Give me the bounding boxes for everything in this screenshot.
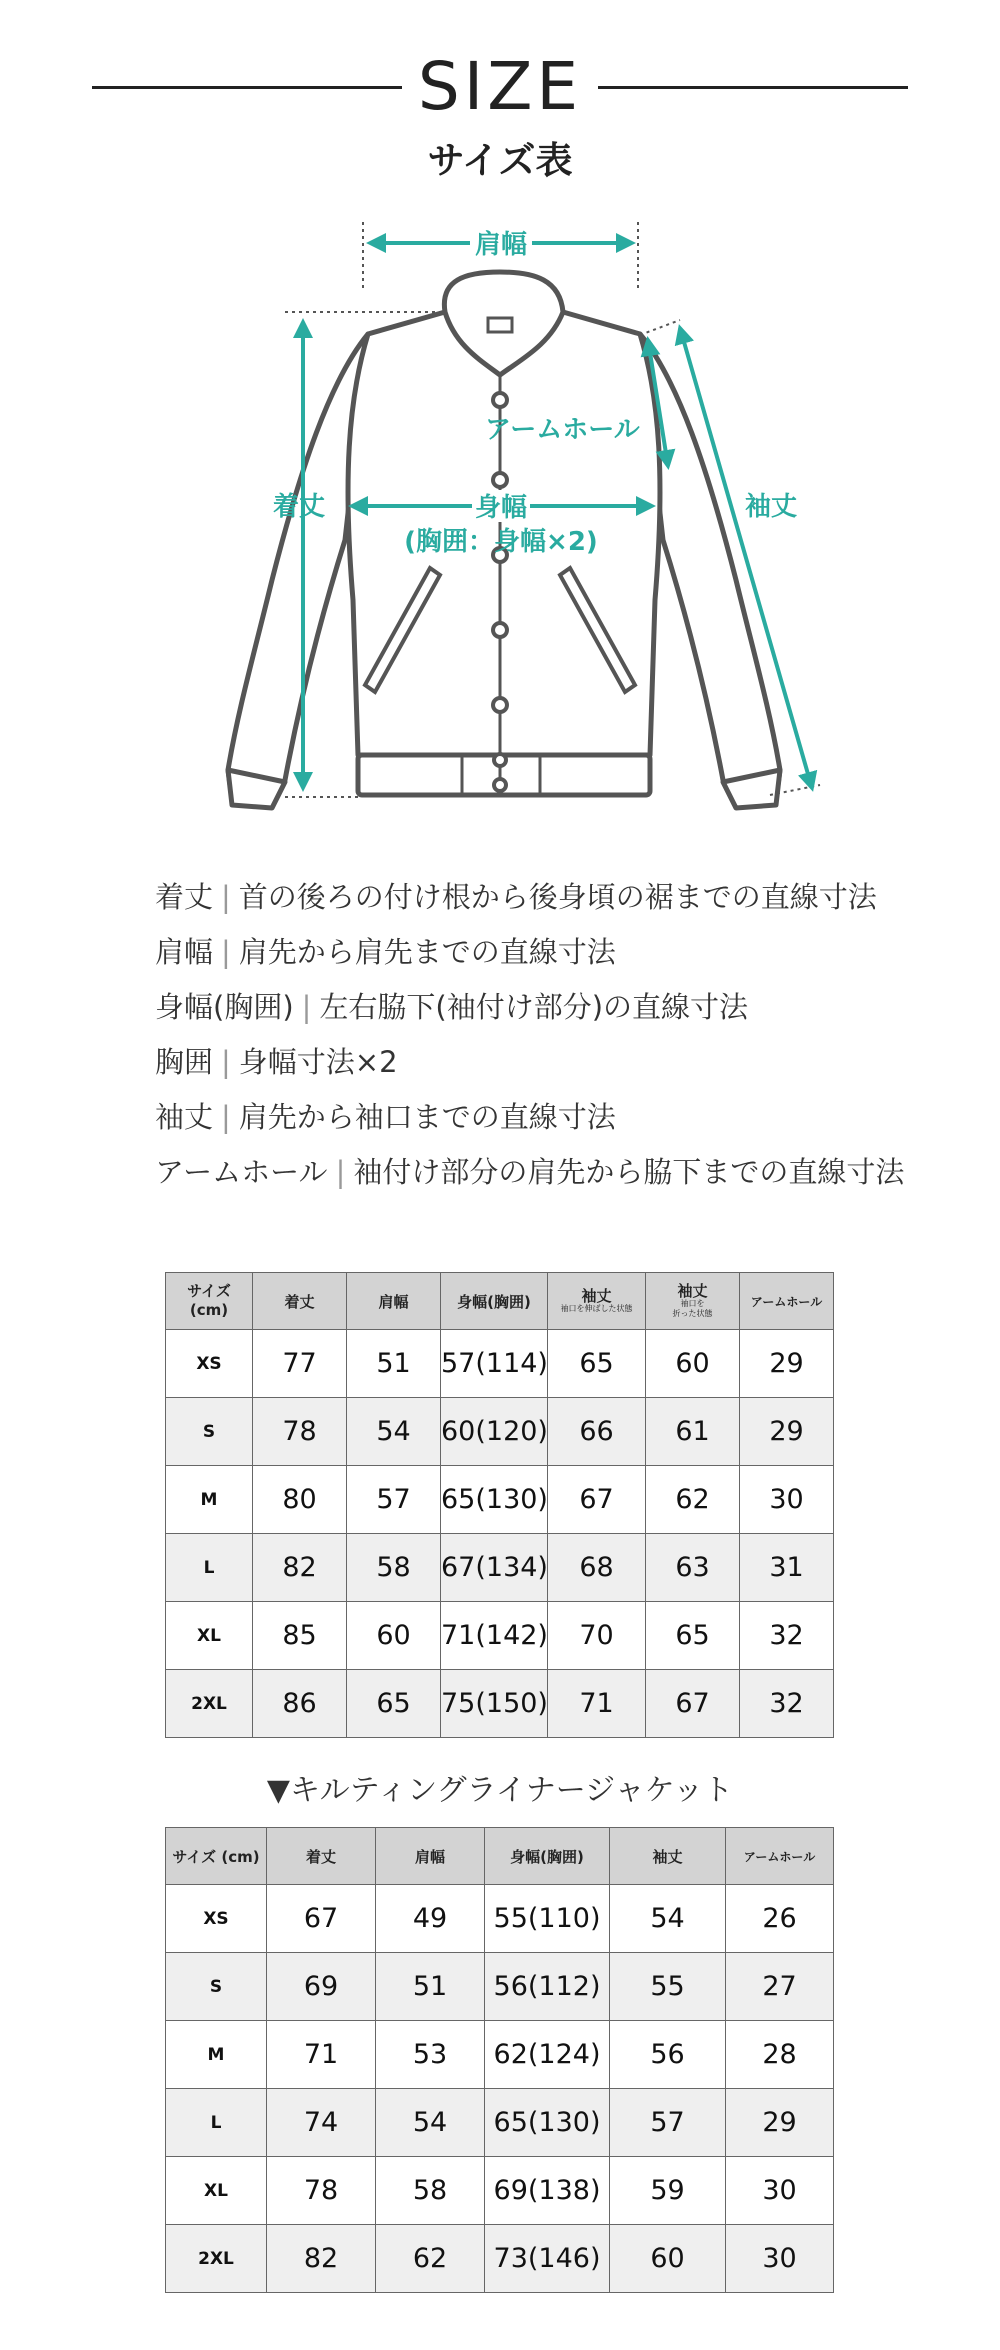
desc-separator: | bbox=[221, 1045, 231, 1079]
cell-length: 71 bbox=[267, 2021, 376, 2089]
cell-size: M bbox=[166, 1466, 253, 1534]
cell-sleeve-extended: 66 bbox=[548, 1398, 646, 1466]
cell-length: 78 bbox=[253, 1398, 347, 1466]
table-row bbox=[166, 2089, 834, 2157]
cell-shoulder: 49 bbox=[376, 1885, 485, 1953]
cell-body: 67(134) bbox=[441, 1534, 548, 1602]
th-shoulder: 肩幅 bbox=[347, 1273, 441, 1330]
body-width-note: (胸囲：身幅×2) bbox=[404, 527, 598, 557]
desc-term: 着丈 bbox=[155, 880, 214, 914]
cell-armhole: 29 bbox=[726, 2089, 834, 2157]
th-shoulder: 肩幅 bbox=[376, 1828, 485, 1885]
cell-sleeve-folded: 60 bbox=[646, 1330, 740, 1398]
desc-term: アームホール bbox=[155, 1155, 328, 1189]
size-table-quilting bbox=[165, 1827, 834, 2293]
cell-shoulder: 58 bbox=[347, 1534, 441, 1602]
desc-line bbox=[155, 1145, 955, 1200]
cell-sleeve-extended: 70 bbox=[548, 1602, 646, 1670]
cell-body: 65(130) bbox=[441, 1466, 548, 1534]
page-subtitle: サイズ表 bbox=[427, 139, 573, 182]
cell-size: S bbox=[166, 1953, 267, 2021]
body-width-label: 身幅 bbox=[474, 493, 528, 523]
cell-length: 86 bbox=[253, 1670, 347, 1738]
cell-armhole: 29 bbox=[740, 1398, 834, 1466]
cell-shoulder: 62 bbox=[376, 2225, 485, 2293]
cell-length: 67 bbox=[267, 1885, 376, 1953]
cell-body: 57(114) bbox=[441, 1330, 548, 1398]
th-size: サイズ (cm) bbox=[166, 1828, 267, 1885]
th-body: 身幅(胸囲) bbox=[485, 1828, 610, 1885]
cell-sleeve: 59 bbox=[610, 2157, 726, 2225]
cell-size: M bbox=[166, 2021, 267, 2089]
desc-line bbox=[155, 980, 955, 1035]
desc-separator: | bbox=[221, 1100, 231, 1134]
cell-shoulder: 58 bbox=[376, 2157, 485, 2225]
table-header-row bbox=[166, 1273, 834, 1330]
cell-size: 2XL bbox=[166, 1670, 253, 1738]
cell-body: 55(110) bbox=[485, 1885, 610, 1953]
table-row bbox=[166, 1330, 834, 1398]
length-label: 着丈 bbox=[273, 492, 326, 522]
cell-length: 82 bbox=[267, 2225, 376, 2293]
cell-armhole: 27 bbox=[726, 1953, 834, 2021]
cell-length: 85 bbox=[253, 1602, 347, 1670]
cell-sleeve: 57 bbox=[610, 2089, 726, 2157]
cell-armhole: 32 bbox=[740, 1602, 834, 1670]
cell-size: XL bbox=[166, 1602, 253, 1670]
left-sleeve bbox=[228, 334, 368, 805]
cell-size: L bbox=[166, 2089, 267, 2157]
cell-sleeve-folded: 65 bbox=[646, 1602, 740, 1670]
cell-sleeve-extended: 67 bbox=[548, 1466, 646, 1534]
cell-body: 71(142) bbox=[441, 1602, 548, 1670]
table-row bbox=[166, 1534, 834, 1602]
cell-body: 75(150) bbox=[441, 1670, 548, 1738]
th-armhole: アームホール bbox=[726, 1828, 834, 1885]
cell-armhole: 31 bbox=[740, 1534, 834, 1602]
cell-sleeve-extended: 71 bbox=[548, 1670, 646, 1738]
desc-text: 袖付け部分の肩先から脇下までの直線寸法 bbox=[353, 1155, 905, 1189]
th-sleeve-folded: 袖丈 袖口を 折った状態 bbox=[646, 1273, 740, 1330]
desc-line bbox=[155, 1090, 955, 1145]
table-header-row bbox=[166, 1828, 834, 1885]
cell-sleeve-folded: 67 bbox=[646, 1670, 740, 1738]
desc-text: 首の後ろの付け根から後身頃の裾までの直線寸法 bbox=[238, 880, 877, 914]
desc-separator: | bbox=[221, 935, 231, 969]
desc-text: 左右脇下(袖付け部分)の直線寸法 bbox=[319, 990, 749, 1024]
desc-text: 身幅寸法×2 bbox=[238, 1045, 398, 1079]
cell-size: XL bbox=[166, 2157, 267, 2225]
cell-shoulder: 54 bbox=[376, 2089, 485, 2157]
desc-line bbox=[155, 870, 955, 925]
armhole-label: アームホール bbox=[485, 415, 640, 445]
cell-size: XS bbox=[166, 1885, 267, 1953]
table-row bbox=[166, 1398, 834, 1466]
table-row bbox=[166, 1885, 834, 1953]
th-body: 身幅(胸囲) bbox=[441, 1273, 548, 1330]
th-length: 着丈 bbox=[267, 1828, 376, 1885]
cell-shoulder: 54 bbox=[347, 1398, 441, 1466]
quilting-liner-heading: ▼キルティングライナージャケット bbox=[266, 1773, 734, 1808]
table-row bbox=[166, 2225, 834, 2293]
cell-size: S bbox=[166, 1398, 253, 1466]
sleeve-label: 袖丈 bbox=[745, 492, 798, 522]
desc-term: 身幅(胸囲) bbox=[155, 990, 294, 1024]
desc-term: 肩幅 bbox=[155, 935, 214, 969]
cell-length: 69 bbox=[267, 1953, 376, 2021]
jacket-measurement-diagram bbox=[0, 200, 1000, 840]
th-armhole: アームホール bbox=[740, 1273, 834, 1330]
cell-armhole: 32 bbox=[740, 1670, 834, 1738]
cell-length: 80 bbox=[253, 1466, 347, 1534]
table-row bbox=[166, 1953, 834, 2021]
desc-text: 肩先から袖口までの直線寸法 bbox=[238, 1100, 616, 1134]
cell-body: 73(146) bbox=[485, 2225, 610, 2293]
cell-shoulder: 65 bbox=[347, 1670, 441, 1738]
cell-shoulder: 60 bbox=[347, 1602, 441, 1670]
size-table-main bbox=[165, 1272, 834, 1738]
table-row bbox=[166, 1466, 834, 1534]
table-row bbox=[166, 1602, 834, 1670]
cell-body: 62(124) bbox=[485, 2021, 610, 2089]
cell-sleeve: 60 bbox=[610, 2225, 726, 2293]
desc-separator: | bbox=[221, 880, 231, 914]
measurement-descriptions bbox=[155, 870, 955, 1200]
cell-armhole: 26 bbox=[726, 1885, 834, 1953]
th-sleeve-extended: 袖丈 袖口を伸ばした状態 bbox=[548, 1273, 646, 1330]
desc-term: 袖丈 bbox=[155, 1100, 214, 1134]
desc-separator: | bbox=[335, 1155, 346, 1189]
th-sleeve: 袖丈 bbox=[610, 1828, 726, 1885]
cell-body: 56(112) bbox=[485, 1953, 610, 2021]
cell-sleeve: 56 bbox=[610, 2021, 726, 2089]
cell-body: 65(130) bbox=[485, 2089, 610, 2157]
cell-sleeve-extended: 68 bbox=[548, 1534, 646, 1602]
cell-armhole: 30 bbox=[740, 1466, 834, 1534]
th-length: 着丈 bbox=[253, 1273, 347, 1330]
cell-shoulder: 51 bbox=[347, 1330, 441, 1398]
right-sleeve bbox=[640, 334, 780, 805]
cell-length: 74 bbox=[267, 2089, 376, 2157]
th-size: サイズ (cm) bbox=[166, 1273, 253, 1330]
desc-text: 肩先から肩先までの直線寸法 bbox=[238, 935, 616, 969]
cell-sleeve-folded: 63 bbox=[646, 1534, 740, 1602]
desc-line bbox=[155, 1035, 955, 1090]
shoulder-label: 肩幅 bbox=[474, 230, 528, 260]
cell-armhole: 29 bbox=[740, 1330, 834, 1398]
cell-shoulder: 57 bbox=[347, 1466, 441, 1534]
cell-shoulder: 51 bbox=[376, 1953, 485, 2021]
desc-separator: | bbox=[301, 990, 312, 1024]
table-row bbox=[166, 1670, 834, 1738]
cell-size: XS bbox=[166, 1330, 253, 1398]
table-row bbox=[166, 2157, 834, 2225]
desc-term: 胸囲 bbox=[155, 1045, 214, 1079]
cell-armhole: 30 bbox=[726, 2157, 834, 2225]
page-title: SIZE bbox=[417, 48, 583, 125]
desc-line bbox=[155, 925, 955, 980]
cell-length: 78 bbox=[267, 2157, 376, 2225]
cell-size: 2XL bbox=[166, 2225, 267, 2293]
cell-sleeve: 55 bbox=[610, 1953, 726, 2021]
cell-body: 69(138) bbox=[485, 2157, 610, 2225]
cell-size: L bbox=[166, 1534, 253, 1602]
cell-sleeve-folded: 62 bbox=[646, 1466, 740, 1534]
cell-shoulder: 53 bbox=[376, 2021, 485, 2089]
table-row bbox=[166, 2021, 834, 2089]
cell-sleeve: 54 bbox=[610, 1885, 726, 1953]
cell-armhole: 30 bbox=[726, 2225, 834, 2293]
cell-length: 77 bbox=[253, 1330, 347, 1398]
cell-body: 60(120) bbox=[441, 1398, 548, 1466]
cell-sleeve-extended: 65 bbox=[548, 1330, 646, 1398]
cell-length: 82 bbox=[253, 1534, 347, 1602]
cell-armhole: 28 bbox=[726, 2021, 834, 2089]
cell-sleeve-folded: 61 bbox=[646, 1398, 740, 1466]
